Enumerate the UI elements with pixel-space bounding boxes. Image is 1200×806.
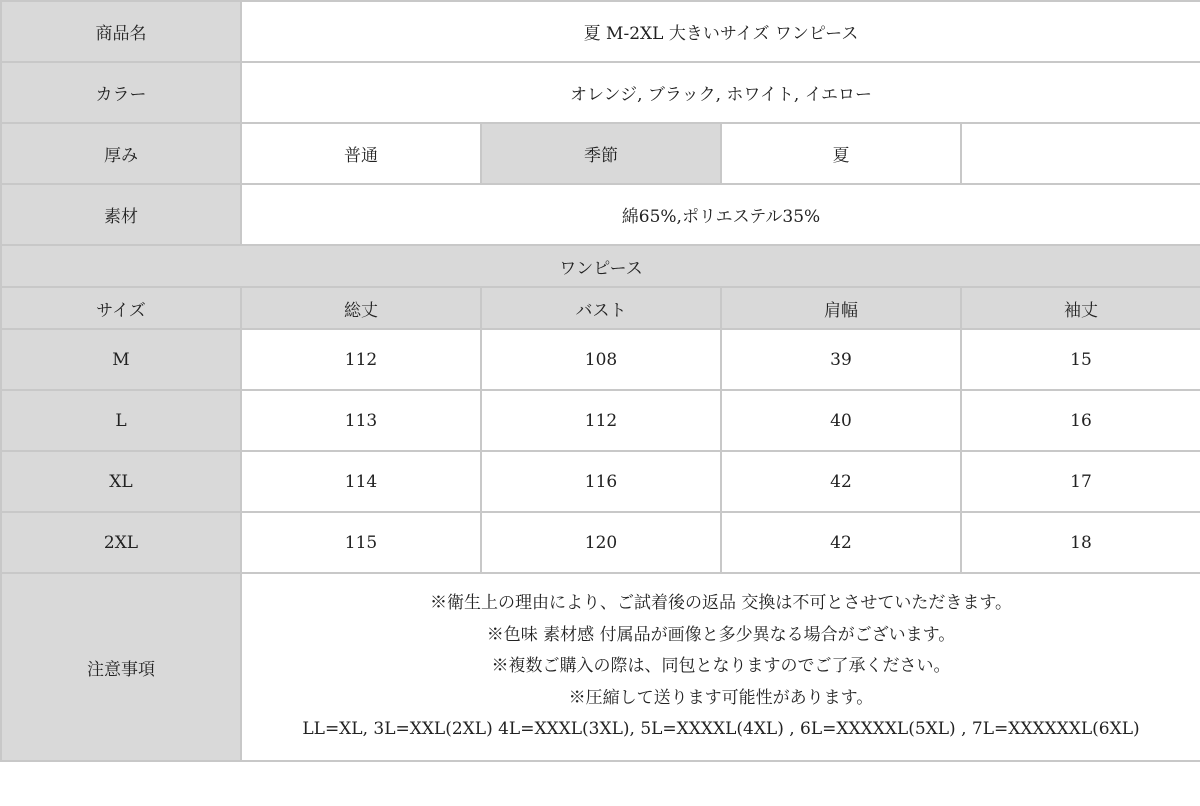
product-name-value: 夏 M-2XL 大きいサイズ ワンピース — [241, 1, 1200, 62]
season-label: 季節 — [481, 123, 721, 184]
note-line: ※衛生上の理由により、ご試着後の返品 交換は不可とさせていただきます。 — [429, 593, 1013, 614]
color-row — [1, 62, 1200, 123]
length-cell: 112 — [241, 329, 481, 390]
note-line: ※圧縮して送ります可能性があります。 — [568, 687, 874, 708]
note-line: ※複数ご購入の際は、同包となりますのでご了承ください。 — [491, 656, 951, 677]
bust-header: バスト — [481, 287, 721, 329]
size-chart-title-row — [1, 245, 1200, 287]
bust-cell: 120 — [481, 512, 721, 573]
size-cell: XL — [1, 451, 241, 512]
shoulder-header: 肩幅 — [721, 287, 961, 329]
material-label: 素材 — [1, 184, 241, 245]
size-conversion-note: LL=XL, 3L=XXL(2XL) 4L=XXXL(3XL), 5L=XXXXL(4XL) , 6L=XXXXXL(5XL) , 7L=XXXXXXL(6XL) — [302, 719, 1140, 740]
length-cell: 113 — [241, 390, 481, 451]
empty-cell — [961, 123, 1200, 184]
size-row-xl — [1, 451, 1200, 512]
size-cell: M — [1, 329, 241, 390]
sleeve-cell: 17 — [961, 451, 1200, 512]
product-name-label: 商品名 — [1, 1, 241, 62]
note-line: ※色味 素材感 付属品が画像と多少異なる場合がございます。 — [486, 624, 956, 645]
notes-content — [241, 573, 1200, 761]
length-cell: 115 — [241, 512, 481, 573]
size-header: サイズ — [1, 287, 241, 329]
thickness-label: 厚み — [1, 123, 241, 184]
size-row-l — [1, 390, 1200, 451]
sleeve-cell: 16 — [961, 390, 1200, 451]
shoulder-cell: 42 — [721, 512, 961, 573]
product-name-row — [1, 1, 1200, 62]
size-row-2xl — [1, 512, 1200, 573]
thickness-value: 普通 — [241, 123, 481, 184]
sleeve-cell: 18 — [961, 512, 1200, 573]
notes-label: 注意事項 — [1, 573, 241, 761]
length-header: 総丈 — [241, 287, 481, 329]
bust-cell: 116 — [481, 451, 721, 512]
length-cell: 114 — [241, 451, 481, 512]
season-value: 夏 — [721, 123, 961, 184]
bust-cell: 108 — [481, 329, 721, 390]
bust-cell: 112 — [481, 390, 721, 451]
size-cell: L — [1, 390, 241, 451]
size-chart-title: ワンピース — [1, 245, 1200, 287]
material-row — [1, 184, 1200, 245]
sleeve-header: 袖丈 — [961, 287, 1200, 329]
color-label: カラー — [1, 62, 241, 123]
shoulder-cell: 39 — [721, 329, 961, 390]
shoulder-cell: 42 — [721, 451, 961, 512]
size-cell: 2XL — [1, 512, 241, 573]
size-row-m — [1, 329, 1200, 390]
thickness-season-row — [1, 123, 1200, 184]
sleeve-cell: 15 — [961, 329, 1200, 390]
material-value: 綿65%,ポリエステル35% — [241, 184, 1200, 245]
notes-row — [1, 573, 1200, 761]
shoulder-cell: 40 — [721, 390, 961, 451]
size-chart-header-row — [1, 287, 1200, 329]
color-value: オレンジ, ブラック, ホワイト, イエロー — [241, 62, 1200, 123]
